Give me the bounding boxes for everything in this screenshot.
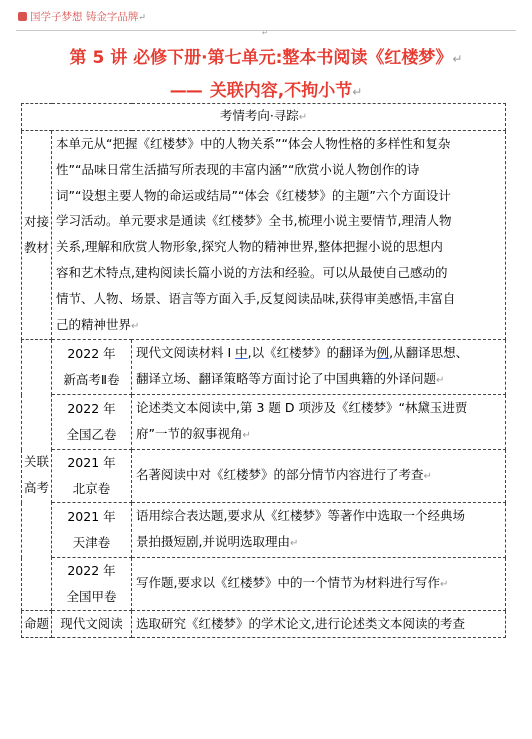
exam-overview-table bbox=[21, 103, 506, 638]
lesson-title: 第 5 讲 必修下册·第七单元:整本书阅读《红楼梦》↵ bbox=[69, 48, 463, 68]
exam-year-cell: 2022 年 新高考Ⅱ卷 bbox=[52, 340, 132, 395]
brand-text: 国学子梦想 铸金字品牌↵ bbox=[18, 9, 146, 24]
proposition-type-cell: 现代文阅读 bbox=[52, 611, 132, 638]
exam-year-cell: 2022 年 全国乙卷 bbox=[52, 395, 132, 450]
exam-description: 名著阅读中对《红楼梦》的部分情节内容进行了考查↵ bbox=[132, 450, 506, 503]
paragraph-mark: ↵ bbox=[262, 29, 268, 37]
brand-logo-icon bbox=[18, 12, 27, 21]
exam-year-cell: 2021 年 天津卷 bbox=[52, 503, 132, 558]
exam-description: 论述类文本阅读中,第 3 题 D 项涉及《红楼梦》“林黛玉进贾 府”一节的叙事视角↵ bbox=[132, 395, 506, 450]
subtitle-dash: —— bbox=[169, 81, 202, 101]
textbook-description: 本单元从“把握《红楼梦》中的人物关系”“体会人物性格的多样性和复杂 性”“品味日常生活描写所表现的丰富内涵”“欣赏小说人物创作的诗 词”“设想主要人物的命运或结局”“体会《红楼梦》的主题”六个方面设计 学习活动。单元要求是通读《红楼梦》全书,梳理小说主要情节,理清人物 关系,理解和欣赏人物形象,探究人物的精神世界,整体把握小说的思想内 容和艺术特点,建构阅读长篇小说的方法和经验。可以从最使自己感动的 情节、人物、场景、语言等方面入手,反复阅读品味,获得审美感悟,丰富自 己的精神世界↵ bbox=[52, 131, 506, 340]
table-heading: 考情考向·寻踪↵ bbox=[22, 104, 506, 131]
exam-year-cell: 2021 年 北京卷 bbox=[52, 450, 132, 503]
row-label-proposition: 命题 bbox=[22, 611, 52, 638]
row-label-exam: 关联高考 bbox=[22, 340, 52, 611]
row-label-textbook: 对接教材 bbox=[22, 131, 52, 340]
exam-description: 语用综合表达题,要求从《红楼梦》等著作中选取一个经典场 景拍摄短剧,并说明选取理由↵ bbox=[132, 503, 506, 558]
exam-description: 现代文阅读材料 I 中,以《红楼梦》的翻译为例,从翻译思想、 翻译立场、翻译策略等方面讨论了中国典籍的外译问题↵ bbox=[132, 340, 506, 395]
lesson-subtitle: —— 关联内容,不拘小节↵ bbox=[169, 81, 363, 101]
paragraph-mark: ↵ bbox=[138, 13, 146, 23]
proposition-description: 选取研究《红楼梦》的学术论文,进行论述类文本阅读的考查 bbox=[132, 611, 506, 638]
exam-year-cell: 2022 年 全国甲卷 bbox=[52, 558, 132, 611]
page-header bbox=[16, 6, 516, 31]
exam-description: 写作题,要求以《红楼梦》中的一个情节为材料进行写作↵ bbox=[132, 558, 506, 611]
